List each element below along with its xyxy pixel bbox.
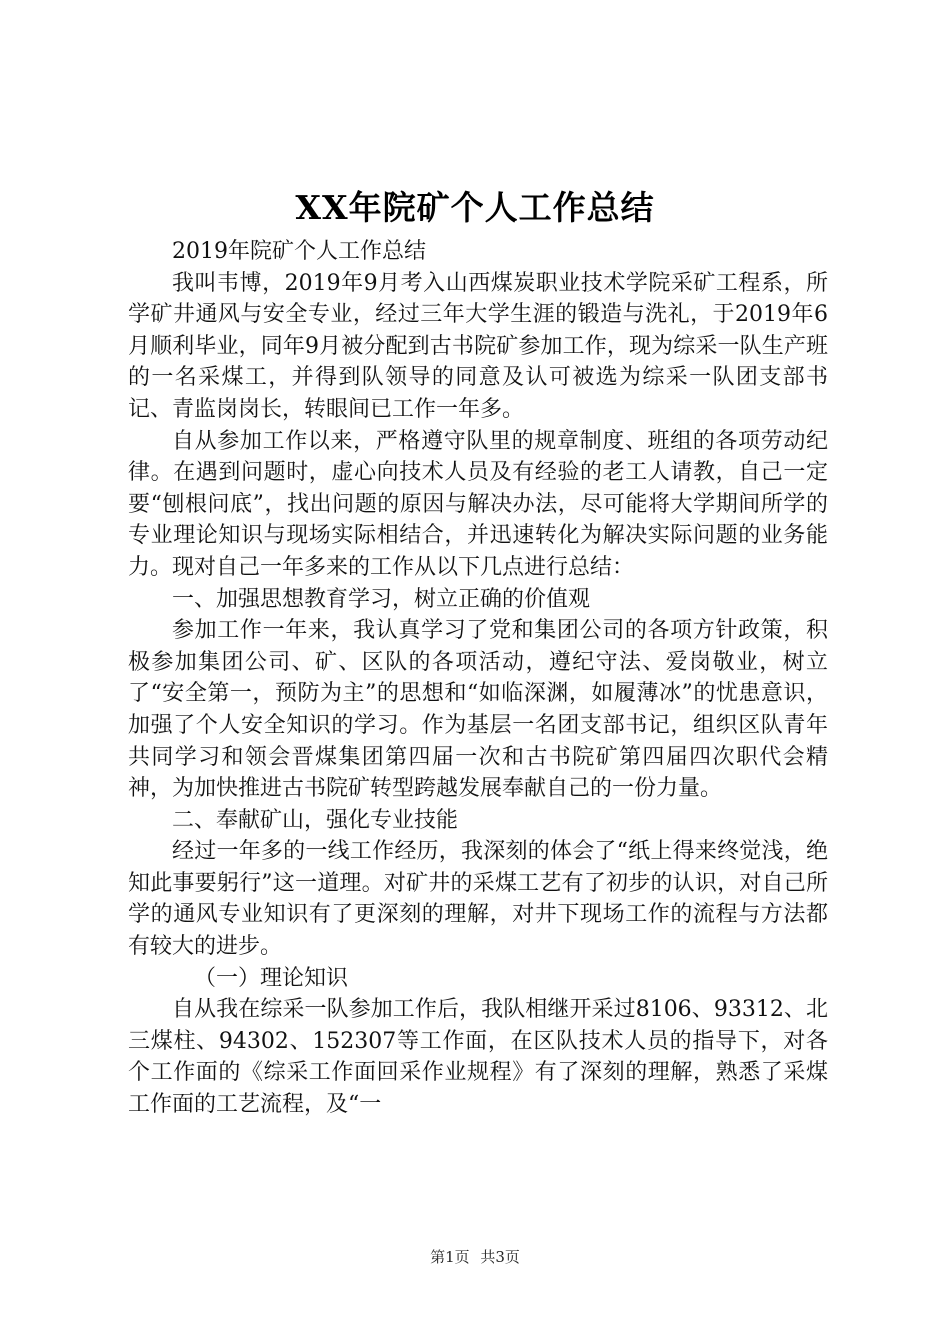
page-footer <box>0 1246 950 1267</box>
page-number: 第1页 <box>430 1248 470 1266</box>
body-paragraph: 自从参加工作以来，严格遵守队里的规章制度、班组的各项劳动纪律。在遇到问题时，虚心向技术人员及有经验的老工人请教，自己一定要“刨根问底”，找出问题的原因与解决办法，尽可能将大学期间所学的专业理论知识与现场实际相结合，并迅速转化为解决实际问题的业务能力。现对自己一年多来的工作从以下几点进行总结： <box>128 428 828 580</box>
page-total: 共3页 <box>480 1248 520 1266</box>
subsection-heading: （一）理论知识 <box>194 965 349 991</box>
subtitle-paragraph: 2019年院矿个人工作总结 <box>172 239 426 264</box>
document-body <box>128 236 828 1121</box>
document-title: XX年院矿个人工作总结 <box>295 188 655 227</box>
section-heading: 二、奉献矿山，强化专业技能 <box>172 807 459 833</box>
body-paragraph: 我叫韦博，2019年9月考入山西煤炭职业技术学院采矿工程系，所学矿井通风与安全专业，经过三年大学生涯的锻造与洗礼，于2019年6月顺利毕业，同年9月被分配到古书院矿参加工作，现为综采一队生产班的一名采煤工，并得到队领导的同意及认可被选为综采一队团支部书记、青监岗岗长，转眼间已工作一年多。 <box>128 270 828 422</box>
section-heading: 一、加强思想教育学习，树立正确的价值观 <box>172 586 591 612</box>
body-paragraph: 自从我在综采一队参加工作后，我队相继开采过8106、93312、北三煤柱、94302、152307等工作面，在区队技术人员的指导下，对各个工作面的《综采工作面回采作业规程》有了深刻的理解，熟悉了采煤工作面的工艺流程，及“一 <box>128 997 828 1118</box>
body-paragraph: 经过一年多的一线工作经历，我深刻的体会了“纸上得来终觉浅，绝知此事要躬行”这一道理。对矿井的采煤工艺有了初步的认识，对自己所学的通风专业知识有了更深刻的理解，对井下现场工作的流程与方法都有较大的进步。 <box>128 839 828 960</box>
body-paragraph: 参加工作一年来，我认真学习了党和集团公司的各项方针政策，积极参加集团公司、矿、区队的各项活动，遵纪守法、爱岗敬业，树立了“安全第一，预防为主”的思想和“如临深渊，如履薄冰”的忧患意识，加强了个人安全知识的学习。作为基层一名团支部书记，组织区队青年共同学习和领会晋煤集团第四届一次和古书院矿第四届四次职代会精神，为加快推进古书院矿转型跨越发展奉献自己的一份力量。 <box>128 618 828 802</box>
